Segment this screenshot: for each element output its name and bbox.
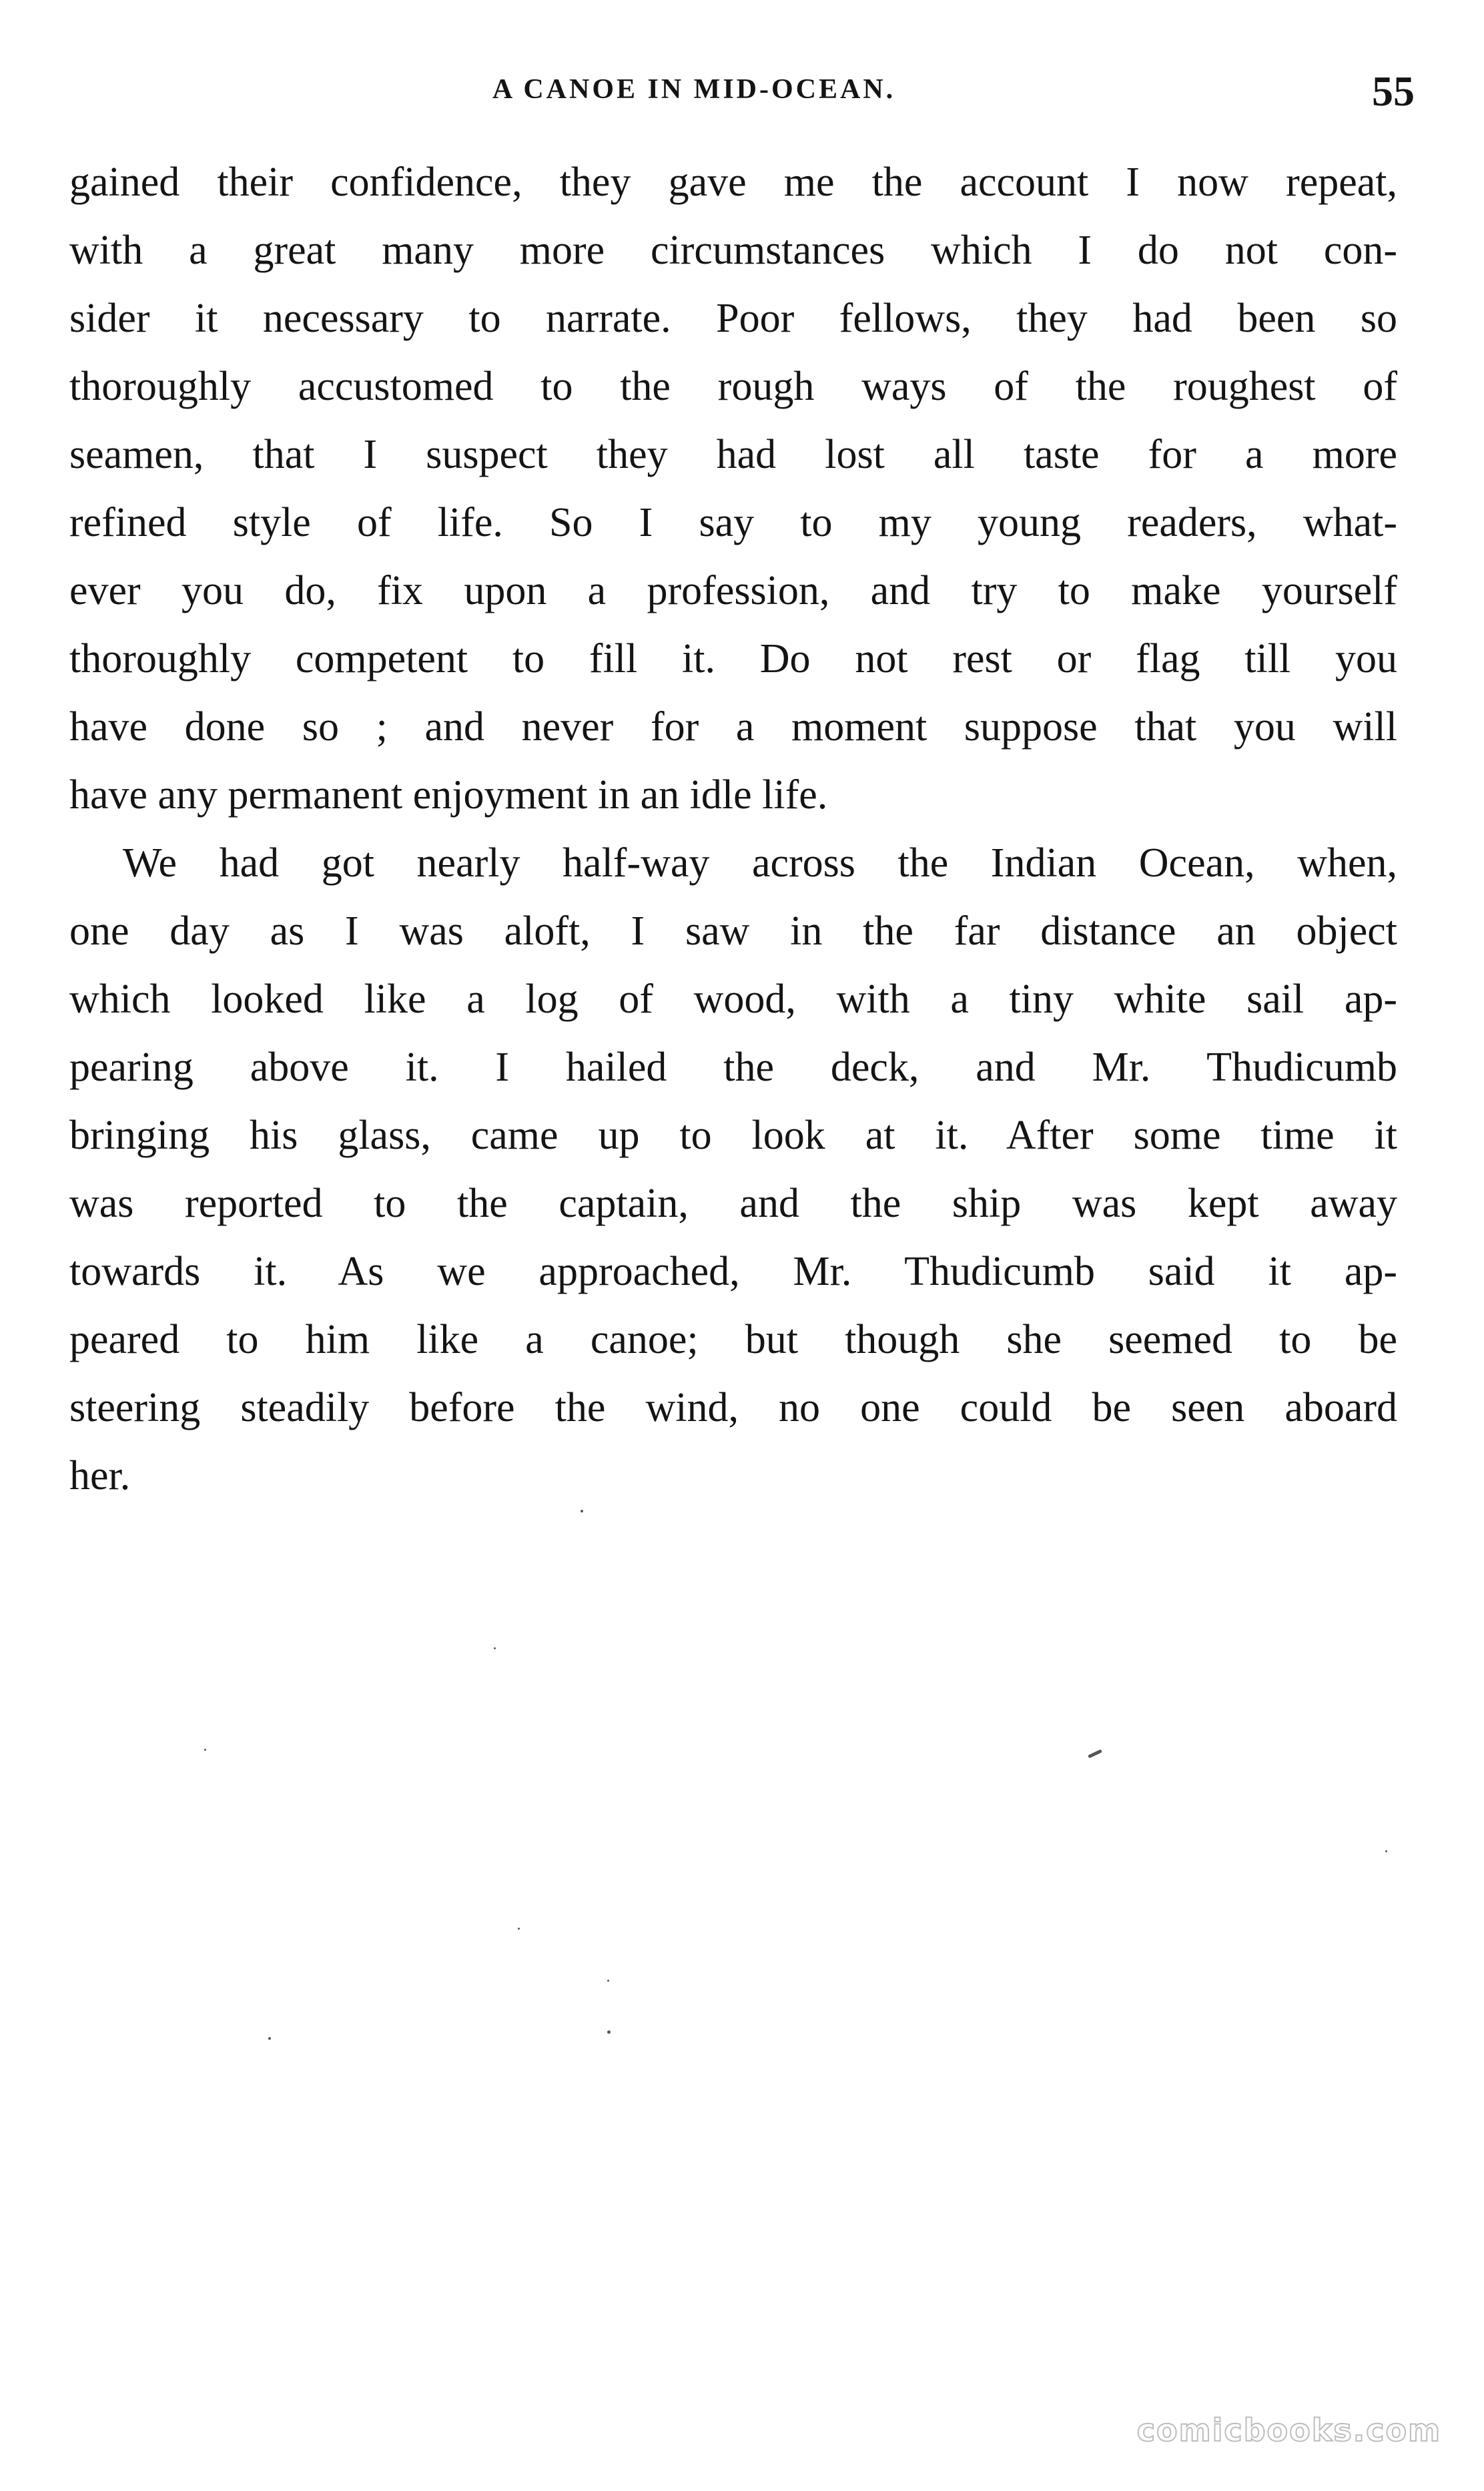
text-line: seamen, that I suspect they had lost all taste for a more [69,432,1397,477]
text-line: We had got nearly half-way across the Indian Ocean, when, [123,840,1397,886]
running-head [67,67,1415,120]
speck [581,1510,583,1512]
paragraph-2 [69,829,1397,1510]
text-line: peared to him like a canoe; but though she seemed to be [69,1317,1397,1362]
body-text [69,148,1397,1510]
speck [1385,1850,1387,1852]
speck [204,1749,206,1751]
text-line: sider it necessary to narrate. Poor fellows, they had been so [69,296,1397,341]
watermark-logo: comicbooks.com [1136,2412,1441,2448]
speck [518,1928,520,1930]
running-title: A CANOE IN MID-OCEAN. [492,74,896,105]
speck [1088,1749,1102,1759]
text-line: steering steadily before the wind, no one could be seen aboard [69,1385,1397,1430]
text-line: thoroughly accustomed to the rough ways of the roughest of [69,364,1397,409]
text-line: which looked like a log of wood, with a tiny white sail ap- [69,977,1397,1022]
text-line: towards it. As we approached, Mr. Thudicumb said it ap- [69,1249,1397,1294]
speck [268,2037,271,2040]
text-line: one day as I was aloft, I saw in the far distance an object [69,908,1397,954]
paragraph-1 [69,148,1397,829]
text-line: bringing his glass, came up to look at it. After some time it [69,1113,1397,1158]
page-number: 55 [1372,67,1415,115]
text-line: gained their confidence, they gave me the account I now repeat, [69,160,1397,205]
text-line: thoroughly competent to fill it. Do not rest or flag till you [69,636,1397,681]
speck [494,1647,496,1649]
text-line: have done so ; and never for a moment suppose that you will [69,704,1397,750]
speck [607,1980,609,1982]
text-line: was reported to the captain, and the ship was kept away [69,1181,1397,1226]
text-line: refined style of life. So I say to my young readers, what- [69,500,1397,545]
text-line: ever you do, fix upon a profession, and try to make yourself [69,568,1397,613]
text-line: with a great many more circumstances which I do not con- [69,228,1397,273]
speck [607,2030,611,2034]
text-line: have any permanent enjoyment in an idle life. [69,772,828,818]
text-line: pearing above it. I hailed the deck, and Mr. Thudicumb [69,1045,1397,1090]
text-line: her. [69,1453,131,1498]
